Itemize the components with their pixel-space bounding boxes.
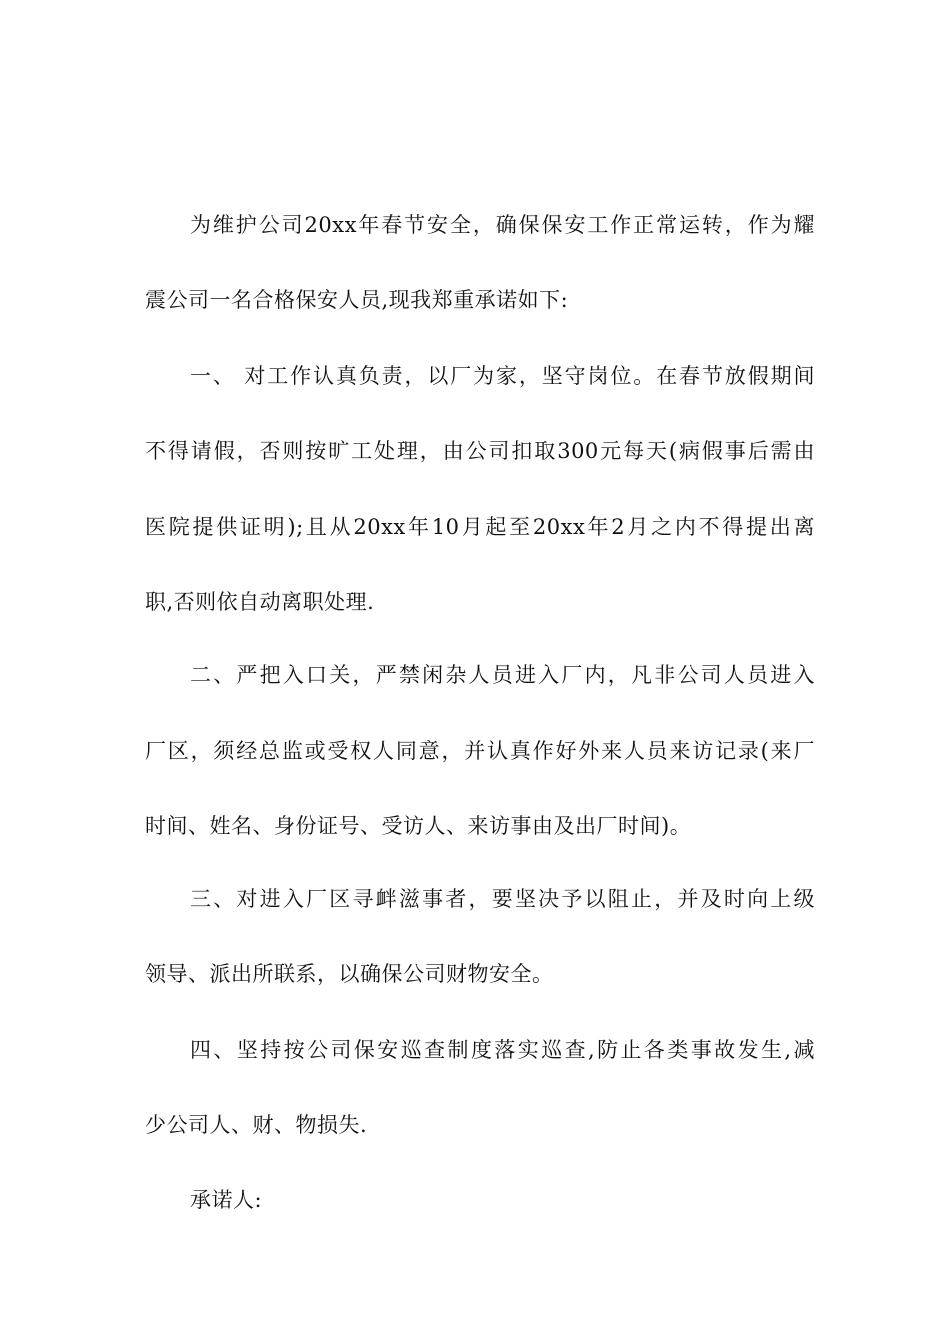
clause-1-line-3: 医院提供证明);且从20xx年10月起至20xx年2月之内不得提出离 [145,515,815,539]
clause-3-line-1: 三、对进入厂区寻衅滋事者，要坚决予以阻止，并及时向上级 [190,887,815,911]
clause-2-line-2: 厂区，须经总监或受权人同意，并认真作好外来人员来访记录(来厂 [145,739,815,763]
clause-1-line-4: 职,否则依自动离职处理. [145,590,375,614]
clause-2-line-1: 二、严把入口关，严禁闲杂人员进入厂内，凡非公司人员进入 [190,663,815,687]
clause-1-line-2: 不得请假，否则按旷工处理，由公司扣取300元每天(病假事后需由 [145,439,815,463]
clause-2-line-3: 时间、姓名、身份证号、受访人、来访事由及出厂时间)。 [145,814,692,838]
intro-line-2: 震公司一名合格保安人员,现我郑重承诺如下: [145,288,569,312]
clause-1-line-1: 一、 对工作认真负责，以厂为家，坚守岗位。在春节放假期间 [190,364,815,388]
clause-4-line-1: 四、坚持按公司保安巡查制度落实巡查,防止各类事故发生,减 [190,1038,815,1062]
clause-4-line-2: 少公司人、财、物损失. [145,1113,368,1137]
intro-line-1: 为维护公司20xx年春节安全，确保保安工作正常运转，作为耀 [190,213,815,237]
clause-3-line-2: 领导、派出所联系，以确保公司财物安全。 [145,962,554,986]
signer-label: 承诺人: [190,1188,263,1212]
